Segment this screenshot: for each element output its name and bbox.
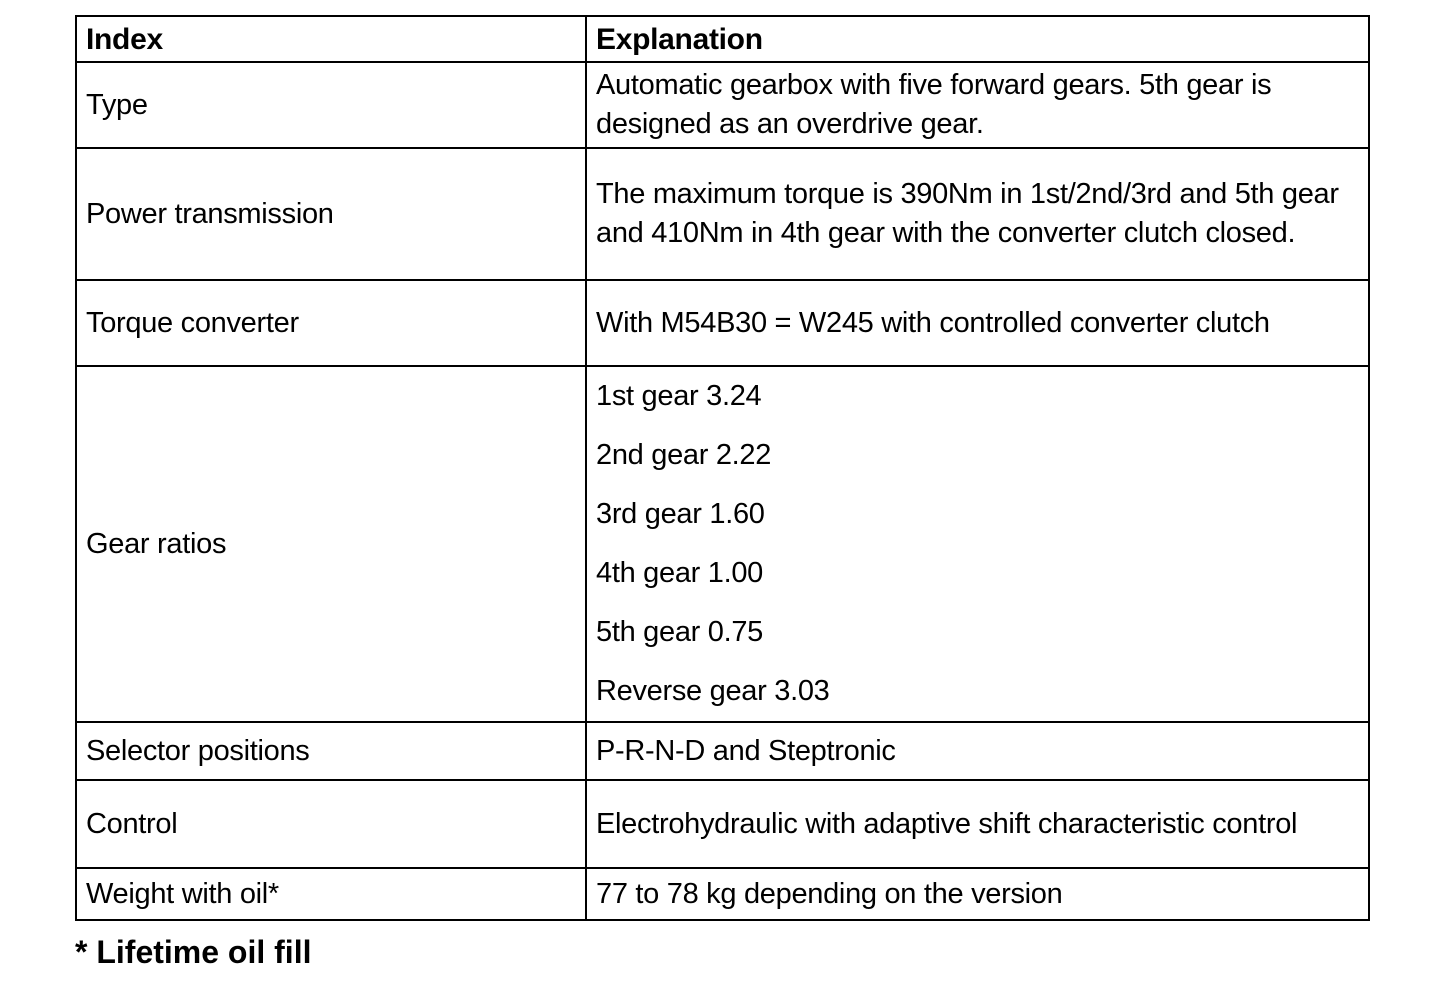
table-row	[76, 280, 1369, 366]
specification-table	[75, 15, 1370, 921]
table-row	[76, 722, 1369, 780]
table-header-row	[76, 16, 1369, 62]
row-explanation-cell: With M54B30 = W245 with controlled converter clutch	[586, 280, 1369, 366]
row-explanation-cell: Automatic gearbox with five forward gears. 5th gear is designed as an overdrive gear.	[586, 62, 1369, 148]
row-index-cell: Type	[76, 62, 586, 148]
row-explanation-cell: Electrohydraulic with adaptive shift characteristic control	[586, 780, 1369, 868]
gear-ratio-line: Reverse gear 3.03	[596, 675, 830, 707]
row-explanation-cell: The maximum torque is 390Nm in 1st/2nd/3rd and 5th gear and 410Nm in 4th gear with the converter clutch closed.	[586, 148, 1369, 280]
table-row	[76, 780, 1369, 868]
gear-ratio-line: 2nd gear 2.22	[596, 439, 772, 471]
row-index-cell: Selector positions	[76, 722, 586, 780]
row-index-cell: Gear ratios	[76, 366, 586, 722]
row-explanation-cell: 77 to 78 kg depending on the version	[586, 868, 1369, 920]
row-index-cell: Power transmission	[76, 148, 586, 280]
gear-ratio-line: 3rd gear 1.60	[596, 498, 765, 530]
row-index-cell: Torque converter	[76, 280, 586, 366]
gear-ratio-line: 4th gear 1.00	[596, 557, 764, 589]
table-row	[76, 62, 1369, 148]
table-row	[76, 366, 1369, 722]
row-explanation-cell: P-R-N-D and Steptronic	[586, 722, 1369, 780]
footnote: * Lifetime oil fill	[75, 934, 312, 970]
column-header-index: Index	[76, 16, 586, 62]
column-header-explanation: Explanation	[586, 16, 1369, 62]
row-index-cell: Weight with oil*	[76, 868, 586, 920]
table-row	[76, 148, 1369, 280]
table-row	[76, 868, 1369, 920]
gear-ratio-line: 5th gear 0.75	[596, 616, 764, 648]
row-index-cell: Control	[76, 780, 586, 868]
gear-ratios-cell	[586, 366, 1369, 722]
gear-ratio-line: 1st gear 3.24	[596, 380, 762, 412]
